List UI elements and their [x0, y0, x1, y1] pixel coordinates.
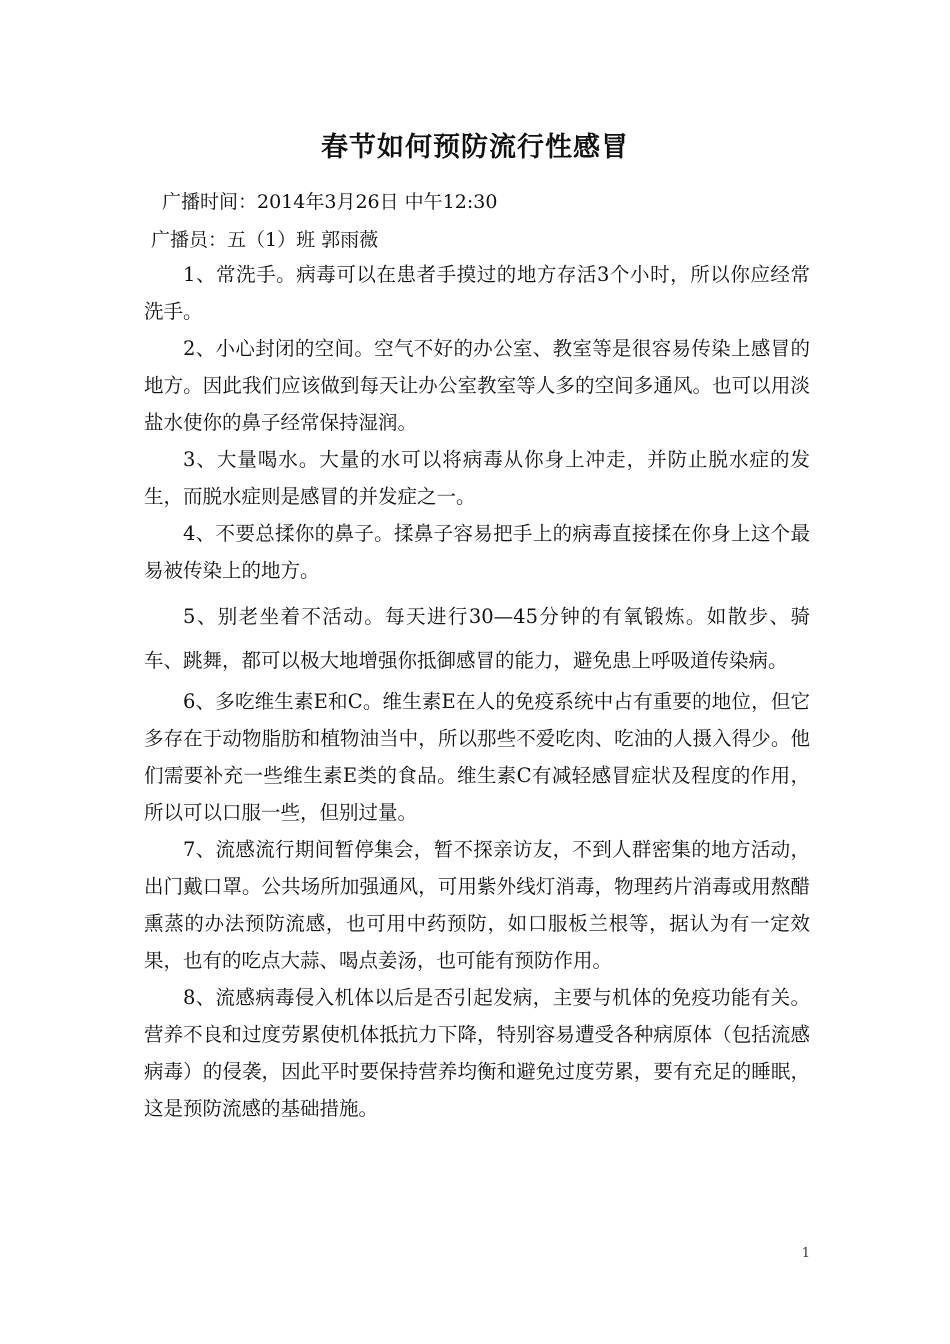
paragraph-1: 1、常洗手。病毒可以在患者手摸过的地方存活3个小时，所以你应经常洗手。: [144, 263, 810, 323]
paragraph-3: 3、大量喝水。大量的水可以将病毒从你身上冲走，并防止脱水症的发生，而脱水症则是感冒的并发症之一。: [144, 448, 810, 508]
broadcast-time: 广播时间：2014年3月26日 中午12:30: [162, 191, 498, 213]
document-body: [144, 256, 810, 1127]
paragraph-5: 5、别老坐着不活动。每天进行30—45分钟的有氧锻炼。如散步、骑车、跳舞，都可以极大地增强你抵御感冒的能力，避免患上呼吸道传染病。: [144, 605, 810, 672]
announcer-line: 广播员：五（1）班 郭雨薇: [151, 229, 379, 251]
paragraph-4: 4、不要总揉你的鼻子。揉鼻子容易把手上的病毒直接揉在你身上这个最易被传染上的地方。: [144, 522, 810, 582]
paragraph-2: 2、小心封闭的空间。空气不好的办公室、教室等是很容易传染上感冒的地方。因此我们应该做到每天让办公室教室等人多的空间多通风。也可以用淡盐水使你的鼻子经常保持湿润。: [144, 337, 810, 434]
paragraph-8: 8、流感病毒侵入机体以后是否引起发病，主要与机体的免疫功能有关。营养不良和过度劳累使机体抵抗力下降，特别容易遭受各种病原体（包括流感病毒）的侵袭，因此平时要保持营养均衡和避免过度劳累，要有充足的睡眠，这是预防流感的基础措施。: [144, 986, 810, 1120]
paragraph-6: 6、多吃维生素E和C。维生素E在人的免疫系统中占有重要的地位，但它多存在于动物脂肪和植物油当中，所以那些不爱吃肉、吃油的人摄入得少。他们需要补充一些维生素E类的食品。维生素C有减轻感冒症状及程度的作用，所以可以口服一些，但别过量。: [144, 690, 810, 824]
document-title: 春节如何预防流行性感冒: [321, 132, 629, 163]
paragraph-7: 7、流感流行期间暂停集会，暂不探亲访友，不到人群密集的地方活动，出门戴口罩。公共场所加强通风，可用紫外线灯消毒，物理药片消毒或用熬醋熏蒸的办法预防流感，也可用中药预防，如口服板兰根等，据认为有一定效果，也有的吃点大蒜、喝点姜汤，也可能有预防作用。: [144, 838, 810, 972]
page-number: 1: [801, 1246, 810, 1261]
